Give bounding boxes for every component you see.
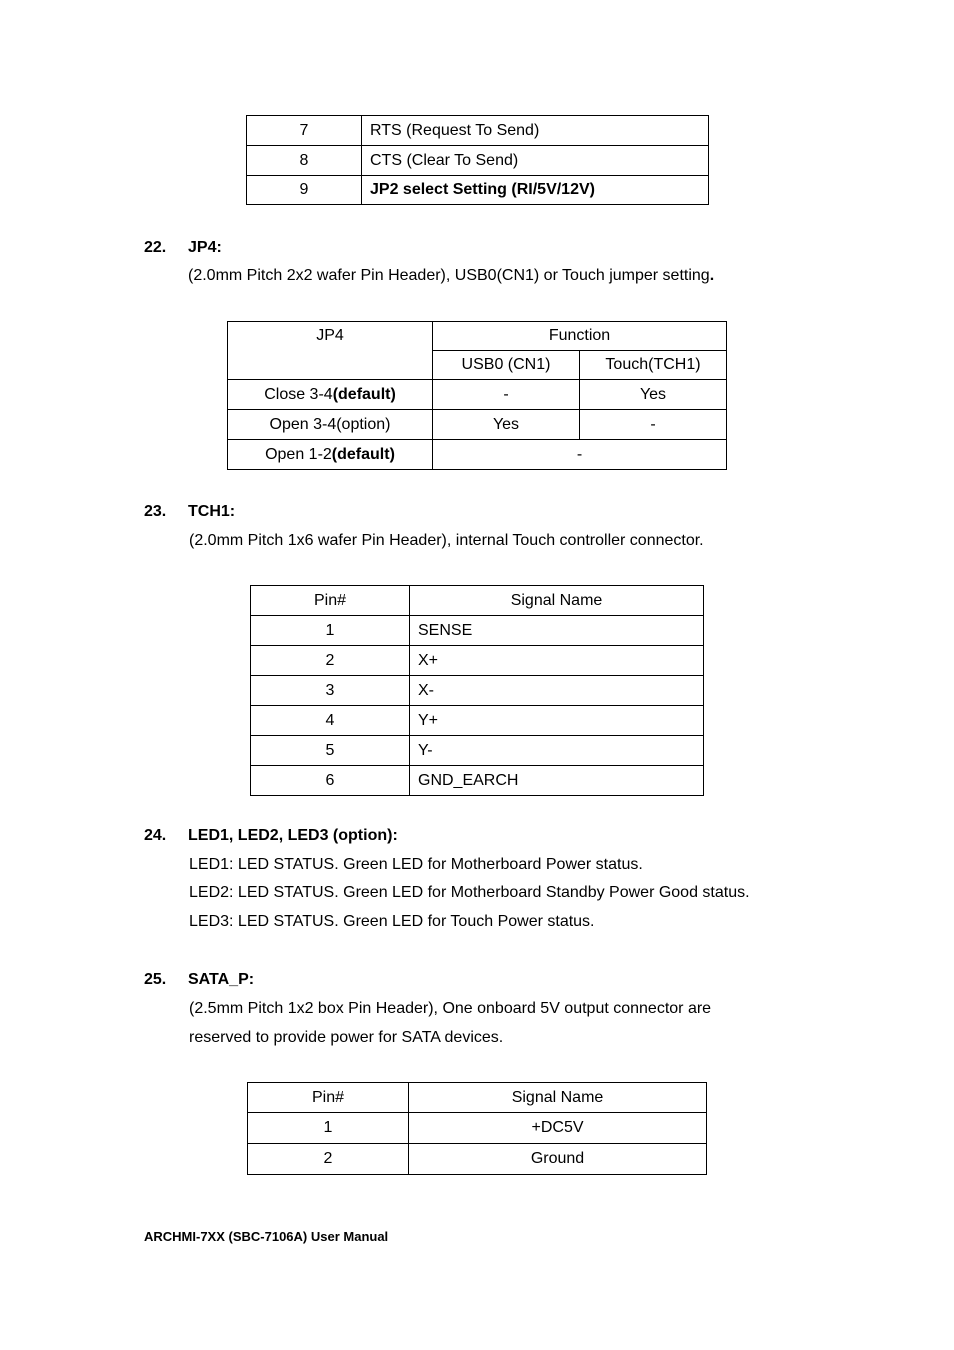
table-row [248,1113,707,1144]
signal-name: SENSE [410,616,704,646]
pin-number: 1 [251,616,410,646]
section-description-line: (2.5mm Pitch 1x2 box Pin Header), One onboard 5V output connector are [189,1000,712,1017]
header-function: Function [433,322,727,351]
section-description-line: reserved to provide power for SATA devices. [189,1029,504,1046]
table-row [247,176,709,205]
section-description [188,267,714,285]
touch-value: Yes [580,380,727,410]
table-row [251,766,704,796]
pin-table-continuation [246,115,709,205]
header-jp4: JP4 [228,322,433,380]
subheader-usb: USB0 (CN1) [433,351,580,380]
description-period: . [709,267,715,284]
pin-number: 3 [251,676,410,706]
section-title: LED1, LED2, LED3 (option): [188,827,398,844]
led-description-line: LED1: LED STATUS. Green LED for Motherboard Power status. [189,856,643,873]
merged-function-value: - [433,440,727,470]
description-text: (2.0mm Pitch 2x2 wafer Pin Header), USB0(CN1) or Touch jumper setting [188,267,710,284]
section-number: 25. [144,971,167,988]
signal-name: GND_EARCH [410,766,704,796]
table-row [251,616,704,646]
header-pin: Pin# [248,1083,409,1113]
setting-text: Close 3-4 [264,385,333,403]
pin-number: 2 [248,1144,409,1175]
setting-text: Open 1-2 [265,445,332,463]
table-row [247,116,709,146]
table-row [251,646,704,676]
usb-value: - [433,380,580,410]
setting-default: (default) [331,445,395,463]
section-title: SATA_P: [188,971,255,988]
page-footer: ARCHMI-7XX (SBC-7106A) User Manual [144,1229,389,1244]
usb-value: Yes [433,410,580,440]
section-number: 24. [144,827,167,844]
table-header-row [228,322,727,351]
section-description: (2.0mm Pitch 1x6 wafer Pin Header), internal Touch controller connector. [189,532,704,549]
pin-number: 5 [251,736,410,766]
pin-number: 9 [247,176,362,205]
signal-name: +DC5V [409,1113,707,1144]
table-row [251,736,704,766]
table-row [248,1144,707,1175]
header-pin: Pin# [251,586,410,616]
led-description-line: LED3: LED STATUS. Green LED for Touch Power status. [189,913,595,930]
section-title: JP4: [188,239,222,256]
table-row [228,380,727,410]
led-description-line: LED2: LED STATUS. Green LED for Motherboard Standby Power Good status. [189,884,750,901]
sata-power-pin-table [247,1082,707,1175]
touch-value: - [580,410,727,440]
table-row [228,410,727,440]
signal-name: Y- [410,736,704,766]
pin-number: 7 [247,116,362,146]
signal-name: Y+ [410,706,704,736]
table-header-row [248,1083,707,1113]
pin-number: 4 [251,706,410,736]
signal-name: X- [410,676,704,706]
table-row [228,440,727,470]
pin-number: 2 [251,646,410,676]
tch1-pin-table [250,585,704,796]
table-row [251,706,704,736]
pin-number: 1 [248,1113,409,1144]
signal-name: CTS (Clear To Send) [362,146,709,176]
jumper-setting [228,380,433,410]
signal-name: X+ [410,646,704,676]
jumper-setting [228,440,433,470]
section-number: 22. [144,239,167,256]
jp4-jumper-table [227,321,727,470]
table-row [247,146,709,176]
signal-name: RTS (Request To Send) [362,116,709,146]
signal-name: JP2 select Setting (RI/5V/12V) [362,176,709,205]
signal-name: Ground [409,1144,707,1175]
table-header-row [251,586,704,616]
pin-number: 6 [251,766,410,796]
header-signal: Signal Name [409,1083,707,1113]
pin-number: 8 [247,146,362,176]
section-title: TCH1: [188,503,236,520]
section-number: 23. [144,503,167,520]
subheader-touch: Touch(TCH1) [580,351,727,380]
table-row [251,676,704,706]
setting-default: (default) [332,385,396,403]
jumper-setting: Open 3-4(option) [228,410,433,440]
header-signal: Signal Name [410,586,704,616]
